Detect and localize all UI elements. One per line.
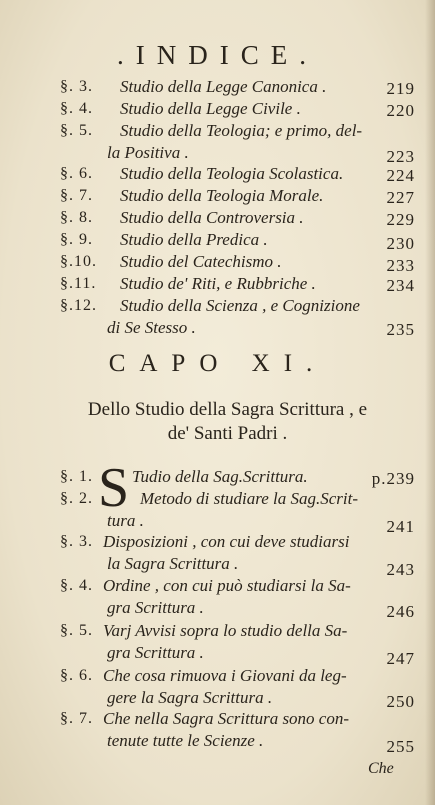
entry-number: §. 4.	[60, 577, 93, 594]
entry-text: Studio della Legge Canonica .	[120, 77, 327, 96]
entry-page: 246	[386, 602, 415, 621]
entry-text: Studio della Controversia .	[120, 208, 304, 227]
entry-number: §. 5.	[60, 622, 93, 639]
entry-page: 223	[386, 147, 415, 166]
entry-number: §. 3.	[60, 533, 93, 550]
page-edge-shadow	[425, 0, 435, 805]
entry-page: 241	[386, 517, 415, 536]
entry-number: §. 1.	[60, 468, 93, 485]
section-title	[40, 398, 415, 446]
entry-page: 243	[386, 560, 415, 579]
entry-number: §. 6.	[60, 667, 93, 684]
entry-page: 235	[386, 320, 415, 339]
entry-page: 219	[386, 79, 415, 98]
entry-page: 233	[386, 256, 415, 275]
entry-page: 255	[386, 737, 415, 756]
entry-text-continued: tenute tutte le Scienze .	[107, 731, 264, 750]
entry-text: Studio della Predica .	[120, 230, 268, 249]
entry-number: §. 7.	[60, 187, 93, 204]
entry-text: Studio della Scienza , e Cognizione	[120, 296, 360, 315]
entry-text-continued: gere la Sagra Scrittura .	[107, 688, 273, 707]
entry-text-continued: tura .	[107, 511, 144, 530]
entry-text: Ordine , con cui può studiarsi la Sa-	[103, 576, 351, 595]
entry-text: Studio della Teologia Scolastica.	[120, 164, 344, 183]
entry-text: Studio della Legge Civile .	[120, 99, 301, 118]
entry-page: 224	[386, 166, 415, 185]
entry-text: Che cosa rimuova i Giovani da leg-	[103, 666, 347, 685]
entry-page: 250	[386, 692, 415, 711]
entry-number: §. 6.	[60, 165, 93, 182]
entry-text: Metodo di studiare la Sag.Scrit-	[140, 489, 358, 508]
entry-text: Studio del Catechismo .	[120, 252, 282, 271]
entry-number: §. 3.	[60, 78, 93, 95]
entry-text-continued: gra Scrittura .	[107, 643, 204, 662]
entry-page: 227	[386, 188, 415, 207]
entry-number: §. 7.	[60, 710, 93, 727]
entry-page: p.239	[371, 469, 415, 488]
entry-number: §. 2.	[60, 490, 93, 507]
entry-page: 247	[386, 649, 415, 668]
entry-number: §. 5.	[60, 122, 93, 139]
entry-number: §.12.	[60, 297, 97, 314]
section-title-line: Dello Studio della Sagra Scrittura , e	[87, 399, 368, 420]
entry-number: §. 4.	[60, 100, 93, 117]
entry-page: 229	[386, 210, 415, 229]
drop-cap: S	[98, 457, 130, 519]
section-title-line: de' Santi Padri .	[167, 423, 288, 444]
index-title: .INDICE.	[117, 40, 318, 70]
entry-page: 220	[386, 101, 415, 120]
entry-text-continued: la Positiva .	[107, 143, 189, 162]
entry-number: §.11.	[60, 275, 97, 292]
entry-number: §. 9.	[60, 231, 93, 248]
entry-text: Studio della Teologia Morale.	[120, 186, 324, 205]
entry-number: §. 8.	[60, 209, 93, 226]
entry-text: Disposizioni , con cui deve studiarsi	[103, 532, 350, 551]
entry-text: Tudio della Sag.Scrittura.	[132, 467, 308, 486]
entry-text: Studio de' Riti, e Rubbriche .	[120, 274, 316, 293]
entry-text: Studio della Teologia; e primo, del-	[120, 121, 363, 140]
entry-page: 230	[386, 234, 415, 253]
entry-text: Che nella Sagra Scrittura sono con-	[103, 709, 350, 728]
entry-text: Varj Avvisi sopra lo studio della Sa-	[103, 621, 348, 640]
entry-text-continued: gra Scrittura .	[107, 598, 204, 617]
chapter-title: CAPO XI.	[108, 350, 327, 377]
entry-page: 234	[386, 276, 415, 295]
entry-text-continued: la Sagra Scrittura .	[107, 554, 239, 573]
catchword: Che	[368, 760, 394, 777]
entry-number: §.10.	[60, 253, 97, 270]
entry-text-continued: di Se Stesso .	[107, 318, 196, 337]
